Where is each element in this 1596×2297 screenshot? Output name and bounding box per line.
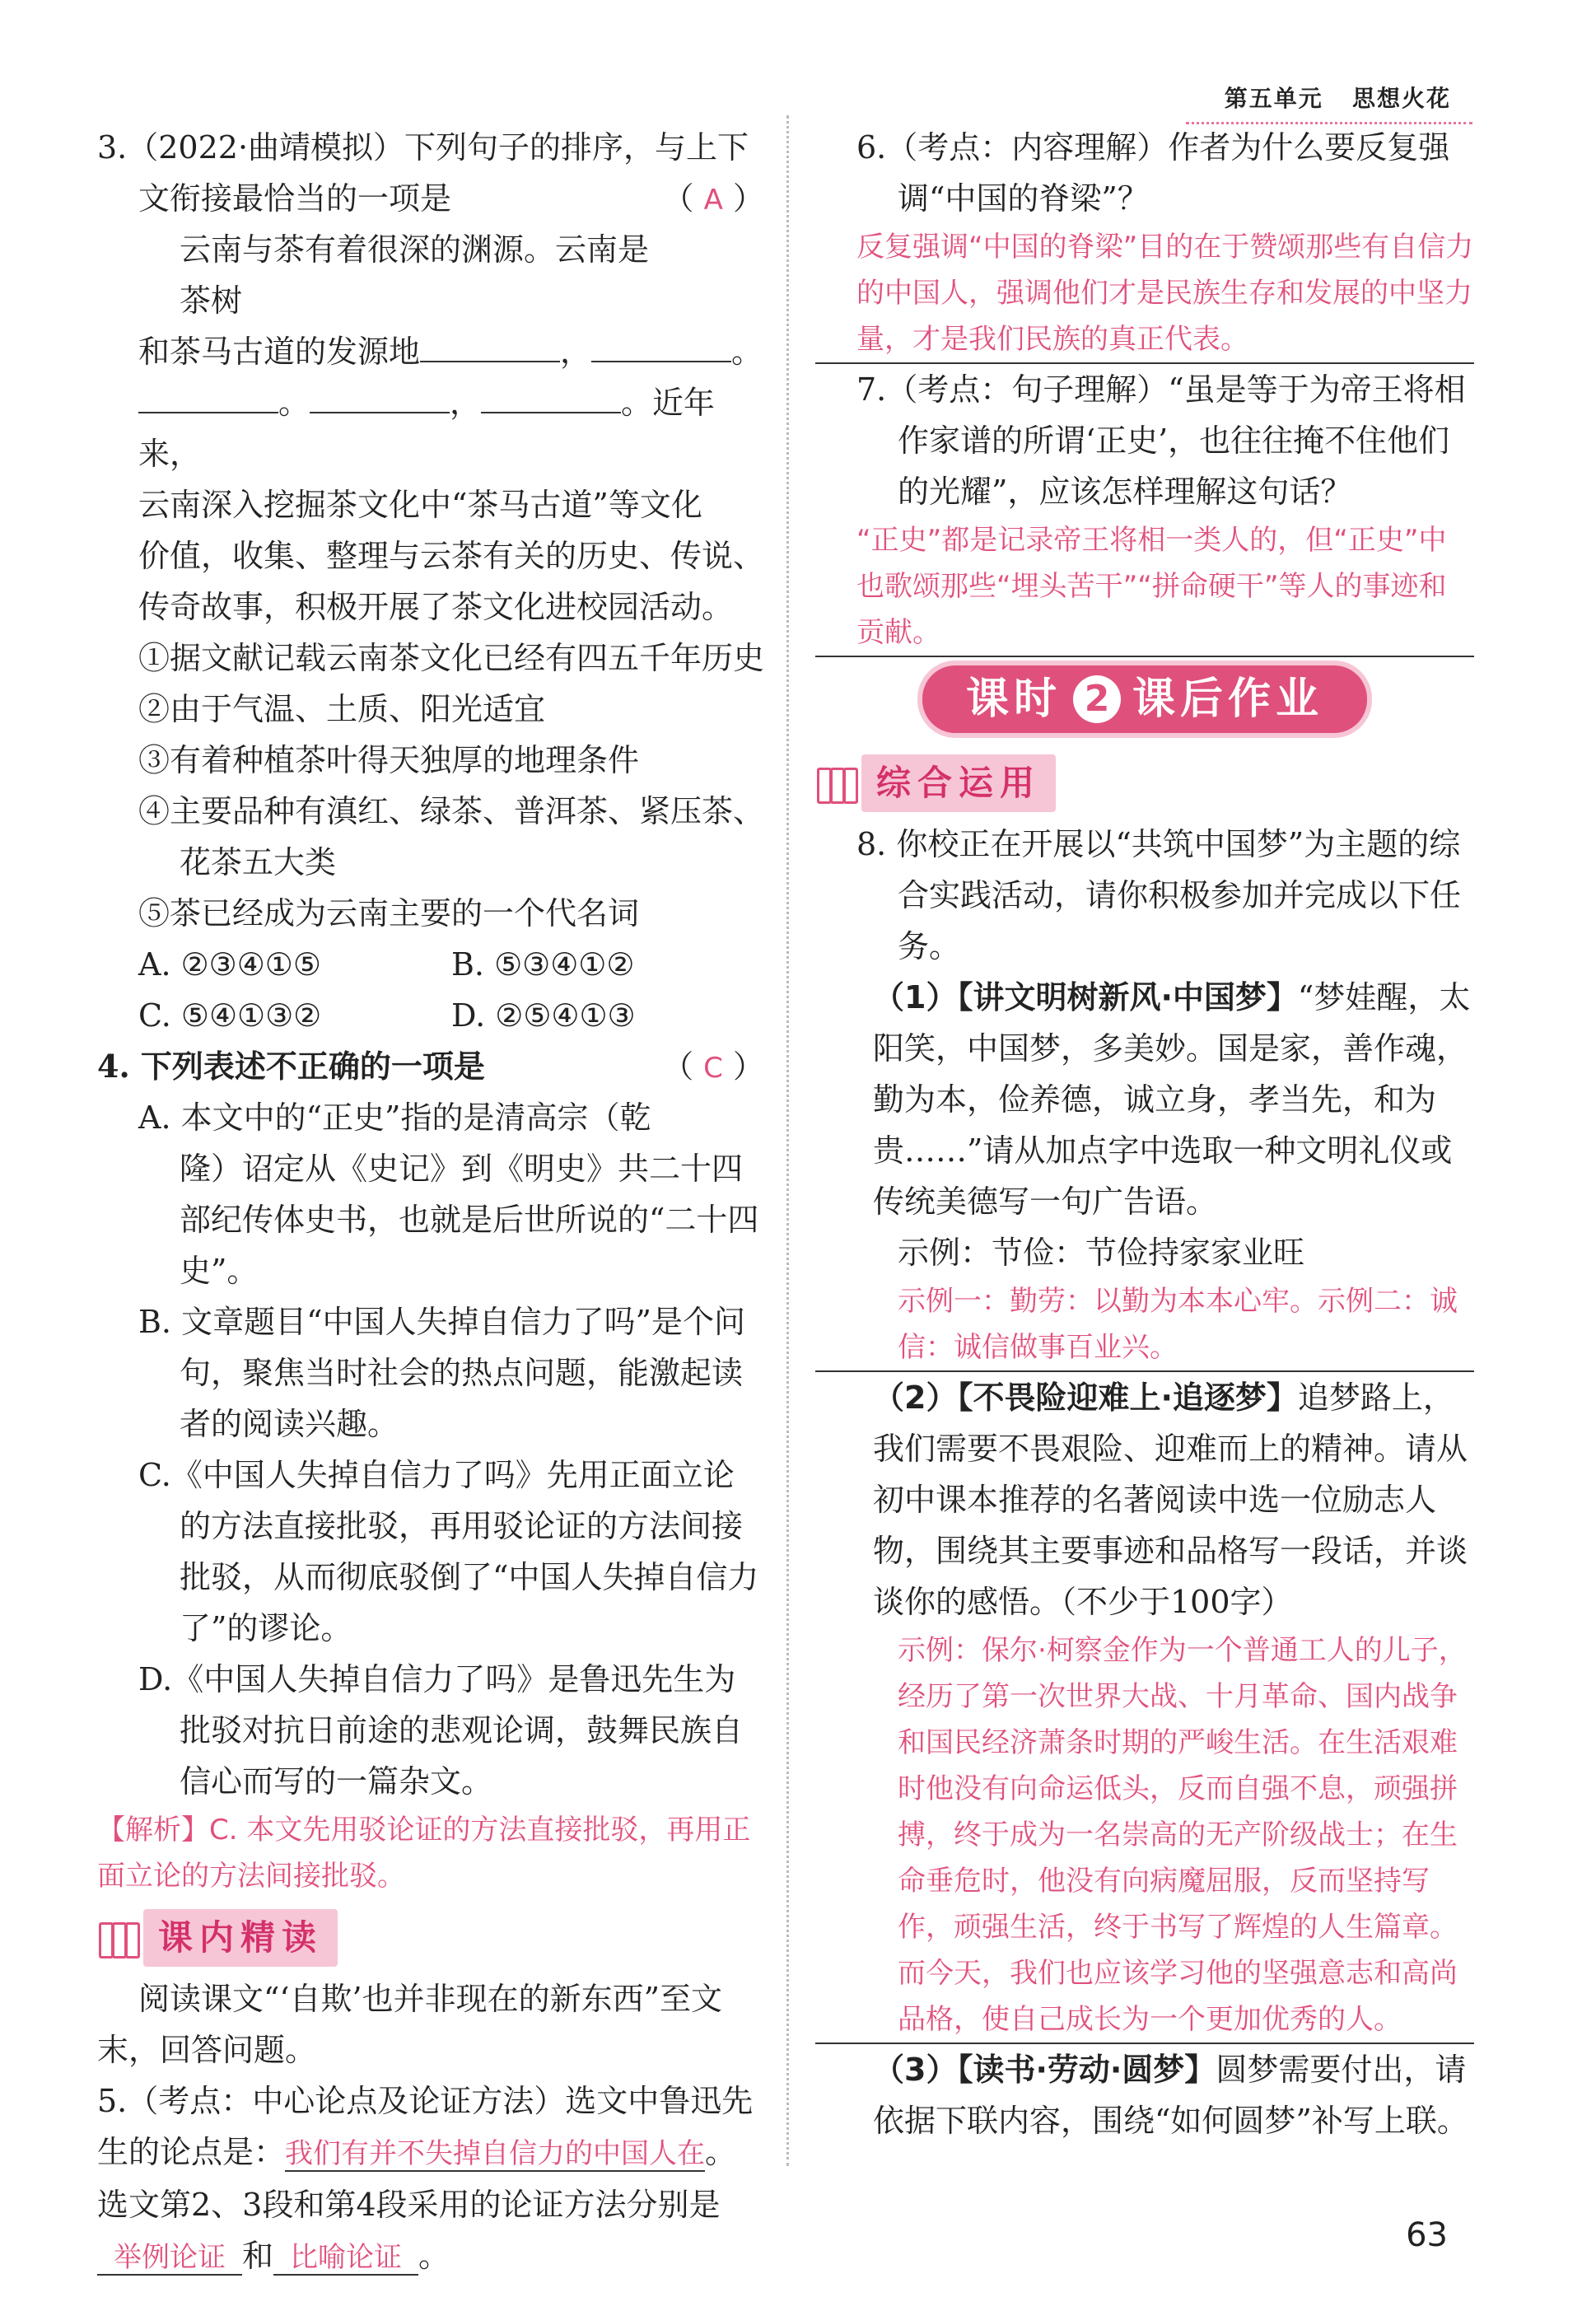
q5-answer-method-2: 比喻论证 (273, 2241, 418, 2276)
q5-stem-b: 。选文第2、3段和第4段采用的论证方法分别是 (97, 2134, 737, 2223)
right-column (815, 122, 1474, 2146)
book-icon (97, 1917, 143, 1959)
q4-option-d[interactable]: D.《中国人失掉自信力了吗》是鲁迅先生为批驳对抗日前途的悲观论调，鼓舞民族自信心而写的一篇杂文。 (138, 1661, 744, 1800)
question-3 (97, 122, 764, 1041)
question-7 (815, 364, 1474, 657)
q5-answer-method-1: 举例论证 (97, 2241, 242, 2276)
q3-options-row-2 (97, 990, 764, 1041)
banner-left: 课时 (965, 675, 1062, 724)
q3-passage-1: 云南与茶有着很深的渊源。云南是茶树 (180, 231, 650, 319)
q8-stem: 8. 你校正在开展以“共筑中国梦”为主题的综合实践活动，请你积极参加并完成以下任务。 (856, 826, 1462, 964)
q4-explanation: 【解析】C. 本文先用驳论证的方法直接批驳，再用正面立论的方法间接批驳。 (97, 1814, 751, 1893)
left-column (97, 122, 764, 2283)
q7-stem: 7.（考点：句子理解）“虽是等于为帝王将相作家谱的所谓‘正史’，也往往掩不住他们的光耀”，应该怎样理解这句话？ (856, 371, 1466, 510)
q3-passage-2b: ， (560, 334, 592, 370)
page-number: 63 (1406, 2216, 1448, 2254)
q3-blank-4[interactable] (310, 384, 450, 413)
section-apply (815, 756, 1056, 810)
q8-part1-text: “梦娃醒，太阳笑，中国梦，多美妙。国是家，善作魂，勤为本，俭养德，诚立身，孝当先，和为贵……”请从加点字中选取一种文明礼仪或传统美德写一句广告语。 (873, 979, 1471, 1220)
q8-part2-answer: 示例：保尔·柯察金作为一个普通工人的儿子，经历了第一次世界大战、十月革命、国内战争和国民经济萧条时期的严峻生活。在生活艰难时他没有向命运低头，反而自强不息，顽强拼搏，终于成为一名崇高的无产阶级战士；在生命垂危时，他没有向病魔屈服，反而坚持写作，顽强生活，终于书写了辉煌的人生篇章。而今天，我们也应该学习他的坚强意志和高尚品格，使自己成长为一个更加优秀的人。 (815, 1627, 1474, 2044)
section-reading-label: 课内精读 (143, 1909, 338, 1967)
q8-part2-title: （2）【不畏险迎难上·追逐梦】 (873, 1380, 1298, 1416)
question-4 (97, 1041, 764, 1899)
q8-part2-text: 追梦路上，我们需要不畏艰险、迎难而上的精神。请从初中课本推荐的名著阅读中选一位励志人物，围绕其主要事迹和品格写一段话，并谈谈你的感悟。（不少于100字） (873, 1380, 1468, 1620)
q3-stem-b: 文衔接最恰当的一项是 (138, 180, 452, 217)
q3-answer-bracket: （ A ） (662, 180, 764, 217)
q3-sentence-5: ⑤茶已经成为云南主要的一个代名词 (138, 895, 640, 931)
q6-stem: 6.（考点：内容理解）作者为什么要反复强调“中国的脊梁”？ (856, 129, 1450, 217)
question-6 (815, 122, 1474, 364)
q4-answer: C (703, 1052, 723, 1085)
q4-option-a[interactable]: A. 本文中的“正史”指的是清高宗（乾隆）诏定从《史记》到《明史》共二十四部纪传体史书，也就是后世所说的“二十四史”。 (138, 1099, 759, 1289)
q3-option-c[interactable]: C. ⑤④①③② (138, 997, 322, 1034)
column-divider (786, 115, 789, 2166)
q3-blank-5[interactable] (481, 384, 621, 413)
unit-title: 思想火花 (1351, 85, 1451, 112)
q4-option-c[interactable]: C.《中国人失掉自信力了吗》先用正面立论的方法直接批驳，再用驳论证的方法间接批驳，从而彻底驳倒了“中国人失掉自信力了”的谬论。 (138, 1457, 759, 1646)
q3-options-row-1 (97, 939, 764, 990)
banner-number: 2 (1073, 675, 1121, 723)
q3-passage-3c: 。近年来， (138, 385, 716, 472)
q5-answer-point: 我们有并不失掉自信力的中国人在 (285, 2137, 706, 2170)
q3-sentence-1: ①据文献记载云南茶文化已经有四五千年历史 (138, 640, 765, 676)
q8-part3-title: （3）【读书·劳动·圆梦】 (873, 2052, 1216, 2088)
question-5 (97, 2075, 764, 2283)
q3-passage-3a: 。 (278, 385, 310, 421)
q3-passage-5: 价值，收集、整理与云茶有关的历史、传说、 (138, 538, 765, 574)
q5-stem-a: 5.（考点：中心论点及论证方法）选文中鲁迅先生的论点是： (97, 2083, 754, 2170)
q3-passage-4: 云南深入挖掘茶文化中“茶马古道”等文化 (138, 487, 702, 523)
q8-part1-example: 示例：节俭：节俭持家家业旺 (898, 1235, 1305, 1271)
section-apply-label: 综合运用 (861, 754, 1056, 812)
q4-stem: 4. 下列表述不正确的一项是 (97, 1048, 485, 1085)
page-header (1225, 81, 1451, 114)
q3-passage-6: 传奇故事，积极开展了茶文化进校园活动。 (138, 589, 734, 625)
q6-answer: 反复强调“中国的脊梁”目的在于赞颂那些有自信力的中国人，强调他们才是民族生存和发展的中坚力量，才是我们民族的真正代表。 (815, 224, 1474, 364)
lesson-banner (922, 665, 1367, 733)
q4-option-b[interactable]: B. 文章题目“中国人失掉自信力了吗”是个问句，聚焦当时社会的热点问题，能激起读者的阅读兴趣。 (138, 1304, 745, 1442)
q4-answer-bracket: （ C ） (662, 1048, 764, 1085)
q5-and: 和 (242, 2238, 274, 2274)
q3-sentence-3: ③有着种植茶叶得天独厚的地理条件 (138, 742, 640, 778)
q3-answer: A (703, 184, 723, 217)
banner-right: 课后作业 (1132, 675, 1324, 724)
q3-stem-a: 3.（2022·曲靖模拟）下列句子的排序，与上下 (97, 129, 749, 166)
q8-part3-text: 圆梦需要付出，请依据下联内容，围绕“如何圆梦”补写上联。 (873, 2052, 1468, 2139)
q3-passage-2a: 和茶马古道的发源地 (138, 334, 421, 370)
q5-end: 。 (418, 2238, 450, 2274)
q8-part1-answer: 示例一：勤劳：以勤为本本心牢。示例二：诚信：诚信做事百业兴。 (815, 1278, 1474, 1372)
q3-blank-1[interactable] (420, 333, 560, 362)
q3-sentence-2: ②由于气温、土质、阳光适宜 (138, 691, 546, 727)
q3-sentence-4: ④主要品种有滇红、绿茶、普洱茶、紧压茶、花茶五大类 (138, 793, 765, 880)
q7-answer: “正史”都是记录帝王将相一类人的，但“正史”中也歌颂那些“埋头苦干”“拼命硬干”等人的事迹和贡献。 (815, 517, 1474, 657)
q3-option-b[interactable]: B. ⑤③④①② (451, 946, 635, 983)
q3-blank-3[interactable] (138, 384, 278, 413)
q3-passage-2c: 。 (731, 334, 763, 370)
reading-intro: 阅读课文“‘自欺’也并非现在的新东西”至文末，回答问题。 (97, 1981, 723, 2068)
q3-blank-2[interactable] (591, 333, 731, 362)
q8-part1-title: （1）【讲文明树新风·中国梦】 (873, 979, 1298, 1015)
q3-option-a[interactable]: A. ②③④①⑤ (138, 946, 321, 983)
book-icon (815, 763, 861, 804)
section-reading (97, 1911, 338, 1965)
q3-passage-3b: ， (450, 385, 482, 421)
unit-label: 第五单元 (1224, 85, 1323, 112)
q3-option-d[interactable]: D. ②⑤④①③ (451, 997, 636, 1034)
question-8 (815, 819, 1474, 2146)
